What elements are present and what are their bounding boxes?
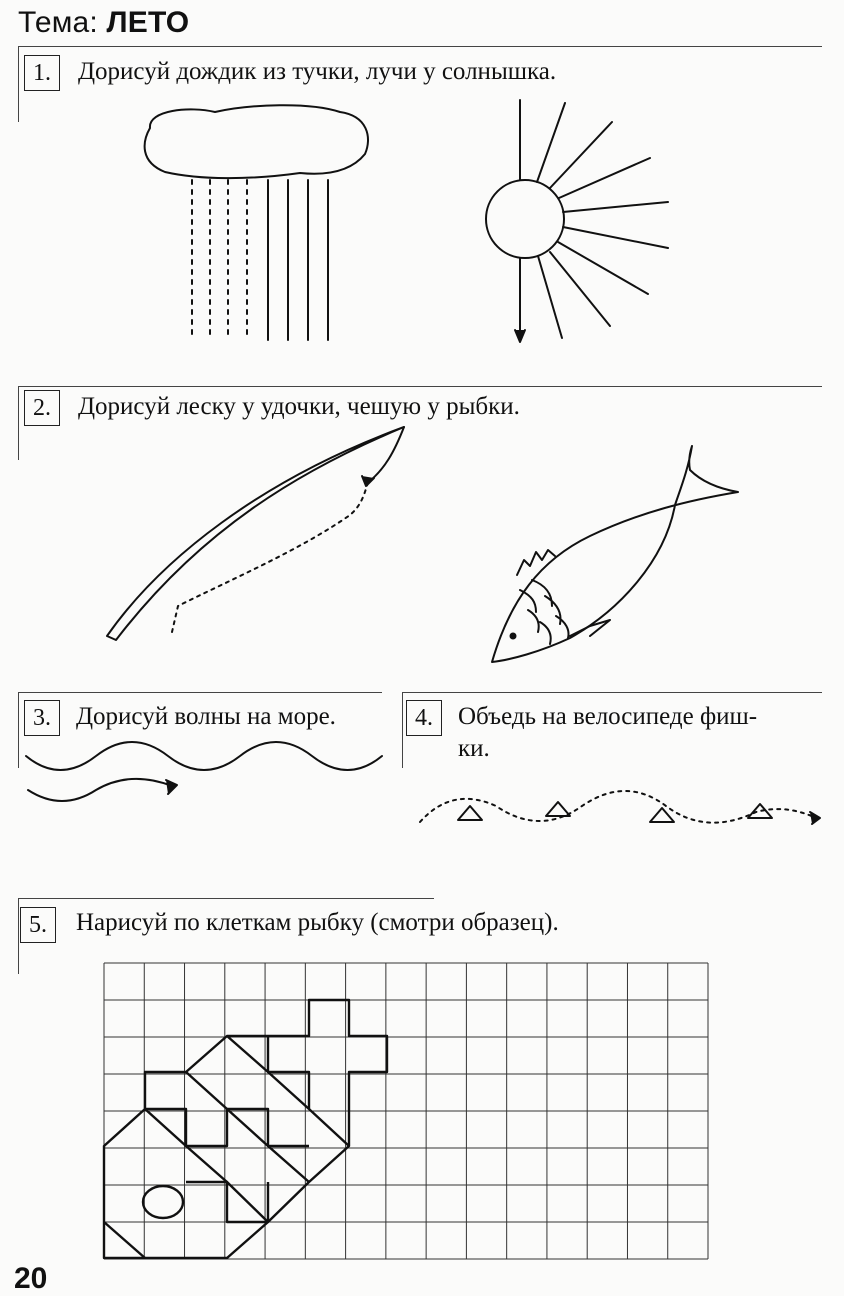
task-3-text: Дорисуй волны на море. xyxy=(76,703,336,730)
sun-rays xyxy=(520,100,668,338)
task-1-number: 1. xyxy=(24,55,60,91)
sea-waves-sample xyxy=(28,779,172,801)
task-2-text: Дорисуй леску у удочки, чешую у рыбки. xyxy=(78,393,520,420)
task-5-number: 5. xyxy=(20,907,56,943)
fishing-line-dotted xyxy=(172,482,368,632)
grid-fish-sample xyxy=(104,1000,387,1258)
drawing-grid xyxy=(104,963,708,1259)
task-4-number: 4. xyxy=(406,700,442,736)
cone-1 xyxy=(458,806,482,820)
task-4-text-line2: ки. xyxy=(458,735,490,762)
page-number: 20 xyxy=(14,1262,48,1295)
rain-solid-lines xyxy=(268,180,328,340)
fish-drawing xyxy=(492,446,738,662)
task-3-number: 3. xyxy=(24,700,60,736)
task-1-text: Дорисуй дождик из тучки, лучи у солнышка. xyxy=(78,58,557,85)
task-5-text: Нарисуй по клеткам рыбку (смотри образец). xyxy=(76,909,559,936)
task-4-text-line1: Объедь на велосипеде фиш- xyxy=(458,703,758,730)
title-prefix: Тема: xyxy=(18,6,98,39)
cloud-drawing xyxy=(145,105,368,178)
cone-4 xyxy=(748,804,772,818)
title-topic: ЛЕТО xyxy=(106,6,190,39)
sun-drawing xyxy=(486,180,564,258)
sea-waves-line xyxy=(26,742,382,770)
fishing-rod-drawing xyxy=(107,427,404,640)
rain-dotted-lines xyxy=(192,180,247,340)
task-2-number: 2. xyxy=(24,390,60,426)
cone-2 xyxy=(546,802,570,816)
